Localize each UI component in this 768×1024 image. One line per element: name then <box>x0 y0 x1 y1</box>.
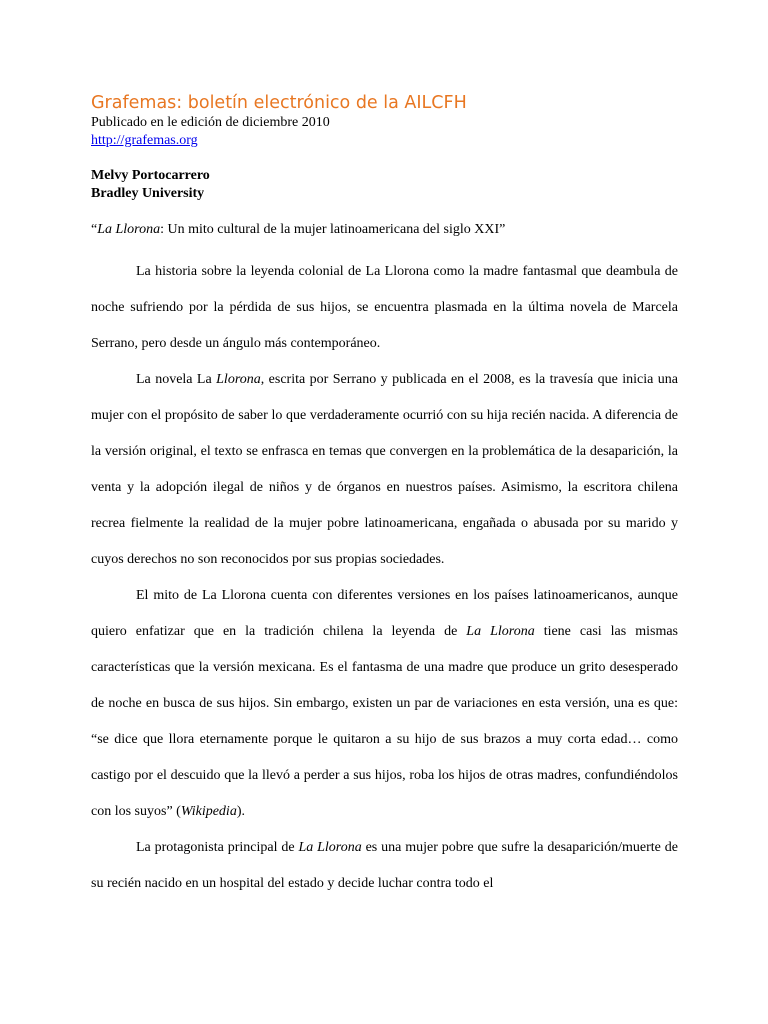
paragraph-2-text-b: , escrita por Serrano y publicada en el 2008, es la travesía que inicia una mujer con el propósito de saber lo que verdaderamente ocurrió con su hija recién nacida. A diferencia de la versión original, el texto se enfrasca en temas que convergen en la problemática de la desaparición, la venta y la adopción ilegal de niños y de órganos en nuestros países. Asimismo, la escritora chilena recrea fielmente la realidad de la mujer pobre latinoamericana, engañada o abusada por su marido y cuyos derechos no son reconocidos por sus propias sociedades. <box>91 372 678 567</box>
author-name: Melvy Portocarrero <box>91 168 210 183</box>
journal-link[interactable]: http://grafemas.org <box>91 133 198 148</box>
article-title-italic: La Llorona <box>97 222 161 237</box>
article-title <box>91 221 678 239</box>
paragraph-3-italic-1: La Llorona <box>466 624 535 639</box>
paragraph-3-italic-2: Wikipedia <box>180 804 237 819</box>
paragraph-3 <box>91 578 678 830</box>
article-body <box>91 254 678 902</box>
paragraph-4-text-a: La protagonista principal de <box>136 840 299 855</box>
paragraph-4 <box>91 830 678 902</box>
article-title-rest: : Un mito cultural de la mujer latinoamericana del siglo XXI” <box>160 222 506 237</box>
publication-line: Publicado en le edición de diciembre 2010 <box>91 115 330 130</box>
paragraph-1: La historia sobre la leyenda colonial de La Llorona como la madre fantasmal que deambula de noche sufriendo por la pérdida de sus hijos, se encuentra plasmada en la última novela de Marcela Serrano, pero desde un ángulo más contemporáneo. <box>91 264 678 351</box>
paragraph-3-text-b: tiene casi las mismas características que la versión mexicana. Es el fantasma de una madre que produce un grito desesperado de noche en busca de sus hijos. Sin embargo, existen un par de variaciones en esta versión, una es que: “se dice que llora eternamente porque le quitaron a su hijo de sus brazos a muy corta edad… como castigo por el descuido que la llevó a perder a sus hijos, roba los hijos de otras madres, confundiéndolos con los suyos” ( <box>91 624 678 819</box>
paragraph-4-text-b: es una mujer pobre que sufre la desaparición/muerte de su recién nacido en un hospital del estado y decide luchar contra todo el <box>91 840 678 891</box>
paragraph-2-text-a: La novela La <box>136 372 217 387</box>
journal-title: Grafemas: boletín electrónico de la AILCFH <box>91 93 467 113</box>
paragraph-4-italic: La Llorona <box>298 840 362 855</box>
author-block <box>91 167 678 203</box>
author-institution: Bradley University <box>91 186 205 201</box>
paragraph-3-text-c: ). <box>236 804 245 819</box>
paragraph-3-text-a: El mito de La Llorona cuenta con diferentes versiones en los países latinoamericanos, aunque quiero enfatizar que en la tradición chilena la leyenda de <box>91 588 678 639</box>
paragraph-2-italic: Llorona <box>216 372 261 387</box>
article-title-quote: “ <box>91 222 98 237</box>
paragraph-2 <box>91 362 678 578</box>
